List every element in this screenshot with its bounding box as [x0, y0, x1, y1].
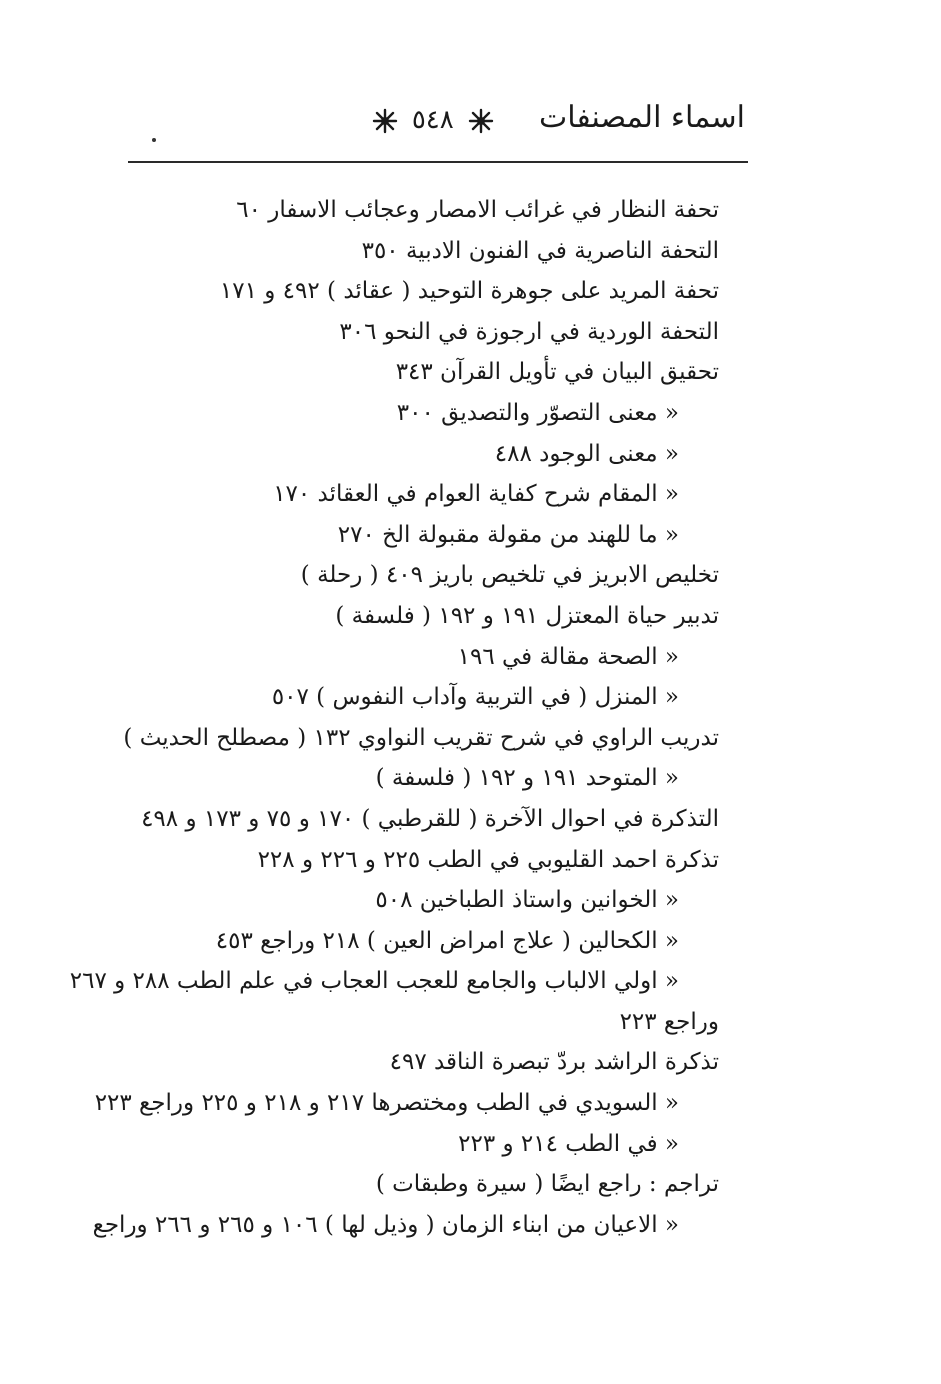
index-entry: التحفة الناصرية في الفنون الادبية ٣٥٠	[361, 237, 719, 264]
index-subentry: « في الطب ٢١٤ و ٢٢٣	[458, 1130, 679, 1157]
index-subentry: « المنزل ( في التربية وآداب النفوس ) ٥٠٧	[271, 684, 679, 711]
running-head	[130, 96, 745, 146]
index-subentry: « ما للهند من مقولة مقبولة الخ ٢٧٠	[337, 521, 679, 548]
running-head-title: اسماء المصنفات	[538, 100, 745, 135]
index-entry: تخليص الابريز في تلخيص باريز ٤٠٩ ( رحلة )	[300, 562, 719, 589]
star-ornament-icon	[372, 108, 398, 134]
index-entry: تدبير حياة المعتزل ١٩١ و ١٩٢ ( فلسفة )	[335, 602, 719, 629]
page-number: ٥٤٨	[411, 105, 454, 135]
index-subentry: « الصحة مقالة في ١٩٦	[457, 643, 679, 670]
index-subentry: « المقام شرح كفاية العوام في العقائد ١٧٠	[273, 481, 679, 508]
stray-dot	[152, 138, 156, 142]
index-subentry: « معنى التصوّر والتصديق ٣٠٠	[396, 399, 679, 426]
index-entry: التذكرة في احوال الآخرة ( للقرطبي ) ١٧٠ و ٧٥ و ١٧٣ و ٤٩٨	[141, 805, 719, 832]
index-entry: التحفة الوردية في ارجوزة في النحو ٣٠٦	[339, 318, 719, 345]
index-subentry: « الكحالين ( علاج امراض العين ) ٢١٨ وراجع ٤٥٣	[215, 927, 679, 954]
index-subentry: « اولي الالباب والجامع للعجب العجاب في علم الطب ٢٨٨ و ٢٦٧	[69, 968, 679, 995]
index-entry: تذكرة احمد القليوبي في الطب ٢٢٥ و ٢٢٦ و ٢٢٨	[257, 846, 719, 873]
index-subentry: « معنى الوجود ٤٨٨	[494, 440, 679, 467]
index-subentry: « المتوحد ١٩١ و ١٩٢ ( فلسفة )	[375, 765, 679, 792]
page-number-group	[366, 98, 500, 142]
index-entries	[69, 190, 719, 1245]
index-entry-continuation: وراجع ٢٢٣	[619, 1008, 719, 1035]
index-entry: تذكرة الراشد بردّ تبصرة الناقد ٤٩٧	[389, 1049, 719, 1076]
index-subentry: « الاعيان من ابناء الزمان ( وذيل لها ) ١٠٦ و ٢٦٥ و ٢٦٦ وراجع	[92, 1211, 679, 1238]
header-rule	[128, 161, 748, 163]
index-entry: تدريب الراوي في شرح تقريب النواوي ١٣٢ ( مصطلح الحديث )	[123, 724, 719, 751]
index-entry: تحفة النظار في غرائب الامصار وعجائب الاسفار ٦٠	[236, 197, 719, 223]
index-subentry: « الخوانين واستاذ الطباخين ٥٠٨	[375, 887, 679, 914]
index-entry: تحقيق البيان في تأويل القرآن ٣٤٣	[395, 359, 719, 386]
index-entry: تحفة المريد على جوهرة التوحيد ( عقائد ) ٤٩٢ و ١٧١	[219, 278, 719, 305]
star-ornament-icon	[468, 108, 494, 134]
index-subentry: « السويدي في الطب ومختصرها ٢١٧ و ٢١٨ و ٢٢٥ وراجع ٢٢٣	[94, 1090, 679, 1117]
index-entry: تراجم : راجع ايضًا ( سيرة وطبقات )	[375, 1171, 719, 1198]
